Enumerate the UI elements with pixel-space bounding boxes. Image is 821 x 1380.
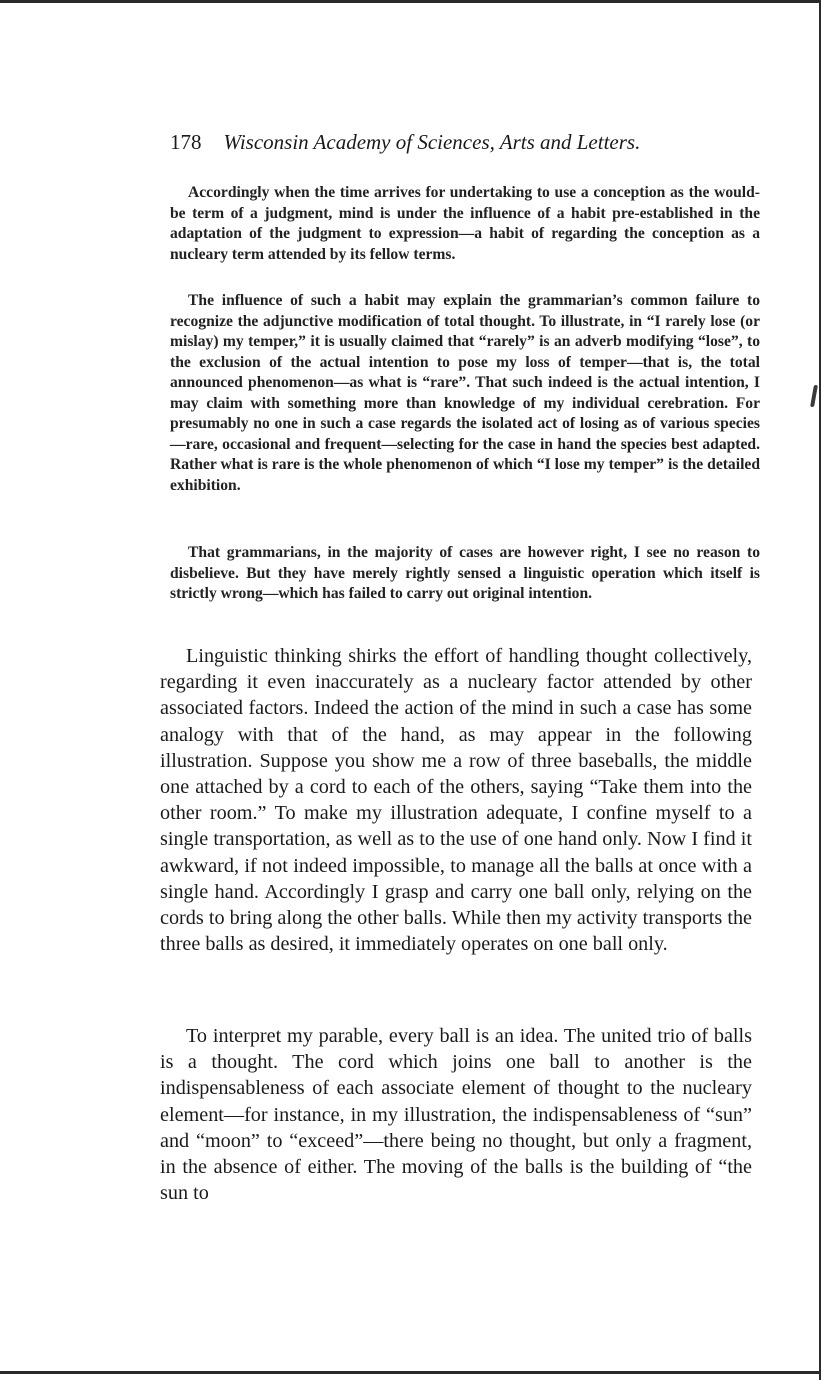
- paragraph-text: The influence of such a habit may explain the grammarian’s common failure to recognize the adjunctive modification of total thought. To illustrate, in “I rarely lose (or mislay) my temper,” it is usually claimed that “rarely” is an adverb modifying “lose”, to the exclusion of the actual intention to pose my loss of temper—that is, the total announced phenomenon—as what is “rare”. That such indeed is the actual intention, I may claim with something more than knowledge of my individual cerebration. For presumably no one in such a case regards the isolated act of losing as of various species—rare, occasional and frequent—selecting for the case in hand the species best adapted. Rather what is rare is the whole phenomenon of which “I lose my temper” is the detailed exhibition.: [170, 292, 760, 494]
- paragraph-text: To interpret my parable, every ball is an idea. The united trio of balls is a thought. The cord which joins one ball to another is the indispensableness of each associate element of thought to the nucleary element—for instance, in my illustration, the indispensableness of “sun” and “moon” to “exceed”—there being no thought, but only a fragment, in the absence of either. The moving of the balls is the building of “the sun to: [160, 1025, 752, 1205]
- small-print-paragraph-3: [170, 543, 760, 605]
- paragraph-text: Linguistic thinking shirks the effort of handling thought collectively, regarding it even inaccurately as a nucleary factor attended by other associated factors. Indeed the action of the mind in such a case has some analogy with that of the hand, as may appear in the following illustration. Suppose you show me a row of three baseballs, the middle one attached by a cord to each of the others, saying “Take them into the other room.” To make my illustration adequate, I confine myself to a single transportation, as well as to the use of one hand only. Now I find it awkward, if not indeed impossible, to manage all the balls at once with a single hand. Accordingly I grasp and carry one ball only, relying on the cords to bring along the other balls. While then my activity transports the three balls as desired, it immediately operates on one ball only.: [160, 645, 752, 956]
- body-paragraph-1: [160, 643, 752, 957]
- scan-mark: [810, 385, 818, 407]
- page-number: 178: [170, 130, 202, 154]
- journal-title: Wisconsin Academy of Sciences, Arts and Letters.: [223, 130, 641, 154]
- body-paragraph-2: [160, 1023, 752, 1206]
- small-print-paragraph-2: [170, 291, 760, 496]
- paragraph-text: Accordingly when the time arrives for undertaking to use a conception as the would-be term of a judgment, mind is under the influence of a habit pre-established in the adaptation of the judgment to expression—a habit of regarding the conception as a nucleary term attended by its fellow terms.: [170, 184, 760, 263]
- scan-border-top: [0, 0, 821, 3]
- small-print-paragraph-1: [170, 183, 760, 265]
- running-header: [170, 130, 770, 155]
- paragraph-text: That grammarians, in the majority of cases are however right, I see no reason to disbelieve. But they have merely rightly sensed a linguistic operation which itself is strictly wrong—which has failed to carry out original intention.: [170, 544, 760, 602]
- scan-border-bottom: [0, 1371, 821, 1374]
